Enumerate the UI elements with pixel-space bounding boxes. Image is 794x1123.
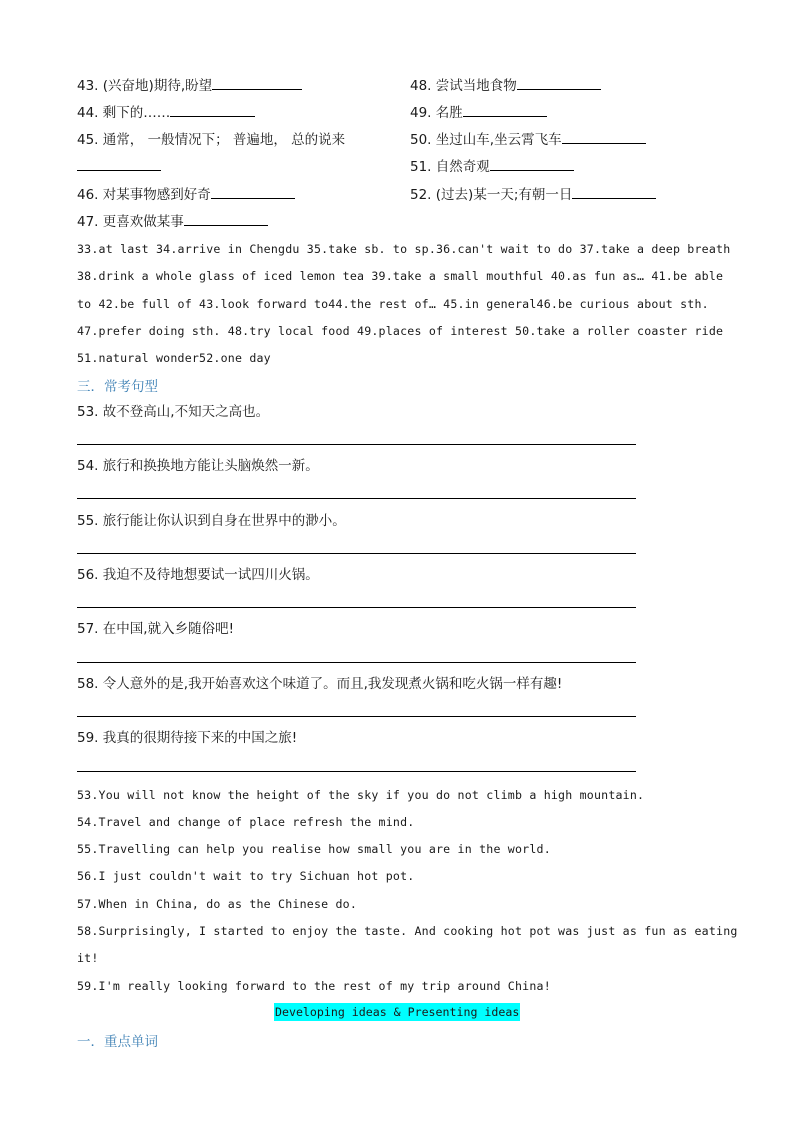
item-number: 49. bbox=[410, 105, 432, 121]
item-text: 我真的很期待接下来的中国之旅! bbox=[102, 730, 298, 746]
vocab-item-52 bbox=[410, 186, 656, 204]
answer-blank[interactable] bbox=[562, 142, 646, 144]
answer-blank[interactable] bbox=[184, 224, 268, 226]
item-number: 47. bbox=[77, 214, 99, 230]
item-text: 自然奇观 bbox=[435, 159, 490, 175]
item-text: 名胜 bbox=[435, 105, 463, 121]
answer-rule[interactable] bbox=[77, 716, 636, 717]
item-number: 46. bbox=[77, 187, 99, 203]
item-text: 通常， 一般情况下； 普遍地， 总的说来 bbox=[102, 132, 346, 148]
item-number: 59. bbox=[77, 730, 99, 746]
answer-line: 59.I'm really looking forward to the rest of my trip around China! bbox=[77, 979, 551, 993]
vocab-item-51 bbox=[410, 158, 574, 176]
item-number: 56. bbox=[77, 567, 99, 583]
item-text: 剩下的…… bbox=[102, 105, 171, 121]
answer-blank[interactable] bbox=[211, 197, 295, 199]
vocab-item-48 bbox=[410, 77, 601, 95]
answer-line: it! bbox=[77, 951, 99, 965]
vocab-item-49 bbox=[410, 104, 547, 122]
item-number: 58. bbox=[77, 676, 99, 692]
answer-line: 53.You will not know the height of the sky if you do not climb a high mountain. bbox=[77, 788, 645, 802]
answer-blank[interactable] bbox=[490, 169, 574, 171]
answer-blank[interactable] bbox=[572, 197, 656, 199]
answer-line: 55.Travelling can help you realise how small you are in the world. bbox=[77, 842, 551, 856]
item-number: 52. bbox=[410, 187, 432, 203]
item-number: 48. bbox=[410, 78, 432, 94]
item-number: 55. bbox=[77, 513, 99, 529]
vocab-item-46 bbox=[77, 186, 295, 204]
item-text: 旅行能让你认识到自身在世界中的渺小。 bbox=[102, 513, 346, 529]
answer-rule[interactable] bbox=[77, 771, 636, 772]
answer-blank[interactable] bbox=[170, 115, 255, 117]
answer-blank[interactable] bbox=[517, 88, 601, 90]
vocab-item-50 bbox=[410, 131, 646, 149]
answer-blank[interactable] bbox=[77, 169, 161, 171]
answer-rule[interactable] bbox=[77, 662, 636, 663]
item-number: 53. bbox=[77, 404, 99, 420]
section-heading: 三．常考句型 bbox=[77, 379, 158, 395]
section-banner: Developing ideas & Presenting ideas bbox=[275, 1005, 520, 1019]
item-text: 尝试当地食物 bbox=[435, 78, 517, 94]
item-text: 故不登高山,不知天之高也。 bbox=[102, 404, 270, 420]
item-text: 更喜欢做某事 bbox=[102, 214, 184, 230]
vocab-item-43 bbox=[77, 77, 302, 95]
item-text: 对某事物感到好奇 bbox=[102, 187, 211, 203]
answer-line: 51.natural wonder52.one day bbox=[77, 351, 271, 365]
answer-line: 57.When in China, do as the Chinese do. bbox=[77, 897, 358, 911]
item-number: 57. bbox=[77, 621, 99, 637]
sentence-prompt-57 bbox=[77, 620, 234, 638]
sentence-prompt-59 bbox=[77, 729, 297, 747]
answer-line: 54.Travel and change of place refresh the mind. bbox=[77, 815, 415, 829]
item-text: (兴奋地)期待,盼望 bbox=[102, 78, 213, 94]
answer-blank[interactable] bbox=[463, 115, 547, 117]
answer-blank[interactable] bbox=[212, 88, 302, 90]
answer-rule[interactable] bbox=[77, 607, 636, 608]
vocab-item-47 bbox=[77, 213, 268, 231]
item-text: 我迫不及待地想要试一试四川火锅。 bbox=[102, 567, 319, 583]
answer-line: 56.I just couldn't wait to try Sichuan hot pot. bbox=[77, 869, 415, 883]
item-text: 坐过山车,坐云霄飞车 bbox=[435, 132, 562, 148]
sentence-prompt-54 bbox=[77, 457, 319, 475]
answer-rule[interactable] bbox=[77, 498, 636, 499]
item-number: 43. bbox=[77, 78, 99, 94]
item-number: 44. bbox=[77, 105, 99, 121]
sentence-prompt-56 bbox=[77, 566, 319, 584]
answer-line: 58.Surprisingly, I started to enjoy the taste. And cooking hot pot was just as fun as eating bbox=[77, 924, 738, 938]
answer-line: 33.at last 34.arrive in Chengdu 35.take sb. to sp.36.can't wait to do 37.take a deep breath bbox=[77, 242, 731, 256]
section-heading: 一．重点单词 bbox=[77, 1034, 158, 1050]
vocab-item-45 bbox=[77, 131, 345, 149]
answer-line: 38.drink a whole glass of iced lemon tea 39.take a small mouthful 40.as fun as… 41.be able bbox=[77, 269, 724, 283]
item-number: 45. bbox=[77, 132, 99, 148]
item-number: 51. bbox=[410, 159, 432, 175]
item-text: 在中国,就入乡随俗吧! bbox=[102, 621, 234, 637]
answer-line: 47.prefer doing sth. 48.try local food 49.places of interest 50.take a roller coaster ride bbox=[77, 324, 724, 338]
vocab-item-44 bbox=[77, 104, 255, 122]
sentence-prompt-58 bbox=[77, 675, 562, 693]
item-number: 54. bbox=[77, 458, 99, 474]
answer-rule[interactable] bbox=[77, 553, 636, 554]
item-text: 令人意外的是,我开始喜欢这个味道了。而且,我发现煮火锅和吃火锅一样有趣! bbox=[102, 676, 563, 692]
sentence-prompt-55 bbox=[77, 512, 346, 530]
answer-line: to 42.be full of 43.look forward to44.the rest of… 45.in general46.be curious about sth. bbox=[77, 297, 709, 311]
item-number: 50. bbox=[410, 132, 432, 148]
answer-rule[interactable] bbox=[77, 444, 636, 445]
item-text: 旅行和换换地方能让头脑焕然一新。 bbox=[102, 458, 319, 474]
vocab-item-45-blank bbox=[77, 158, 161, 176]
item-text: (过去)某一天;有朝一日 bbox=[435, 187, 573, 203]
sentence-prompt-53 bbox=[77, 403, 269, 421]
